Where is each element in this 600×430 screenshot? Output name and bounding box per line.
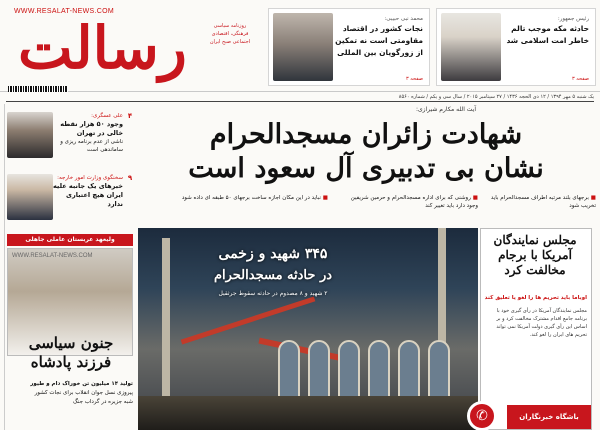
teaser-title: نجات کشور در اقتصاد مقاومتی است نه تمکین از زورگویان بین المللی [335,24,423,57]
subhead-columns [138,194,596,224]
arch-shape [368,340,390,400]
page-ref[interactable]: صفحه ۳ [572,76,589,82]
headline-line: نشان بی تدبیری آل سعود است [188,153,544,184]
minaret-shape [162,238,170,398]
dateline: یک شنبه ۵ مهر ۱۳۹۴ / ۱۲ ذی الحجه ۱۴۳۶ / ۲۷ سپتامبر ۲۰۱۵ / سال سی و یکم / شماره ۸۵۶۰ [6,94,594,102]
story-head: وجود ۵۰ هزار نقطه خالی در تهران [60,120,123,137]
teaser-photo [441,13,501,81]
teaser-photo [273,13,333,81]
hero-photo[interactable] [138,228,478,430]
arch-shape [428,340,450,400]
teaser-president[interactable] [436,8,596,86]
barcode [8,86,68,92]
logo[interactable] [8,8,242,84]
sidebar-banner[interactable]: ولیعهد عربستان عاملی جاهلی [7,234,133,246]
sidebar-story-1[interactable] [5,112,135,168]
sidebar [4,104,134,430]
side-story-congress[interactable] [476,228,592,430]
portrait-photo [7,112,53,158]
club-logo-icon: ✆ [467,401,497,430]
main-headline[interactable] [142,118,590,186]
footer-line[interactable]: شبه جزیره در گرداب جنگ [73,399,133,405]
crowd-shape [138,396,478,430]
sidebar-footer [7,380,133,407]
club-ribbon[interactable] [507,405,591,429]
story-head: خبرهای یک جانبه علیه ایران هیچ اعتباری ندارد [52,182,123,208]
sidebar-story-2[interactable] [5,174,135,230]
watermark: WWW.RESALAT-NEWS.COM [12,253,93,259]
teaser-habibi[interactable] [268,8,430,86]
teaser-role: محمد نبی حبیبی: [384,16,423,22]
teaser-title: حادثه مکه موجب تالم خاطر امت اسلامی شد [506,24,589,45]
sidebar-story-text [49,112,123,154]
arch-shape [338,340,360,400]
page-number: ۴ [127,112,133,120]
portrait-photo [7,174,53,220]
sidebar-story-text [49,174,123,209]
subhead-col: ■ برجهای بلند مرتبه اطراف مسجدالحرام باید تخریب شود [490,195,596,209]
arch-shape [308,340,330,400]
side-story-head: مجلس نمایندگان آمریکا با برجام مخالفت کرد [493,233,577,277]
story-role: سخنگوی وزارت امور خارجه: [57,175,123,181]
kicker: آیت الله مکارم شیرازی: [415,106,476,113]
tagline: روزنامه سیاسی فرهنگی، اقتصادی اجتماعی صبح ایران [209,23,251,45]
hero-caption-2: در حادثه مسجدالحرام [213,268,333,283]
page-number: ۹ [127,174,133,182]
headline-line: شهادت زائران مسجدالحرام [209,119,523,150]
teaser-text [497,15,589,47]
footer-line[interactable]: پیروزی نسل جوان انقلاب برای نجات کشور [34,390,133,396]
side-story-sub: اوباما باید تحریم ها را لغو یا تعلیق کند [484,295,587,301]
ribbon-label: باشگاه خبرنگاران [519,413,579,421]
site-url[interactable]: WWW.RESALAT-NEWS.COM [14,8,114,15]
teaser-role: رئیس جمهور: [557,16,589,22]
teaser-text [331,15,423,59]
newspaper-name: رسالت [18,14,187,82]
main-story [138,104,596,430]
hero-caption-3: ۲ شهید و ۸ مصدوم در حادثه سقوط جرثقیل [218,290,328,297]
crane-shape [181,296,316,344]
story-role: علی عسگری: [91,113,123,119]
subhead-col: ■ نباید در این مکان اجازه ساخت برجهای ۵۰ طبقه ای داده شود [181,195,328,201]
story-text: ناشی از عدم برنامه ریزی و ساماندهی است [60,139,123,153]
footer-line[interactable]: تولید ۱۴ میلیون تن خوراک دام و طیور [30,381,133,387]
arch-shape [398,340,420,400]
sidebar-headline[interactable]: جنون سیاسی فرزند پادشاه [28,334,114,371]
side-story-body: مجلس نمایندگان آمریکا در رأی گیری خود با برنامه جامع اقدام مشترک مخالفت کرد و بر اساس این رأی گیری دولت آمریکا نمی تواند تحریم های ایران را لغو کند. [496,308,587,338]
hero-caption-1: ۳۴۵ شهید و زخمی [218,246,328,262]
arch-shape [278,340,300,400]
page-ref[interactable]: صفحه ۳ [406,76,423,82]
masthead [0,0,600,92]
subhead-col: ■ روشنی که برای اداره مسجدالحرام و حرمین شریفین وجود دارد باید تغییر کند [350,195,478,209]
